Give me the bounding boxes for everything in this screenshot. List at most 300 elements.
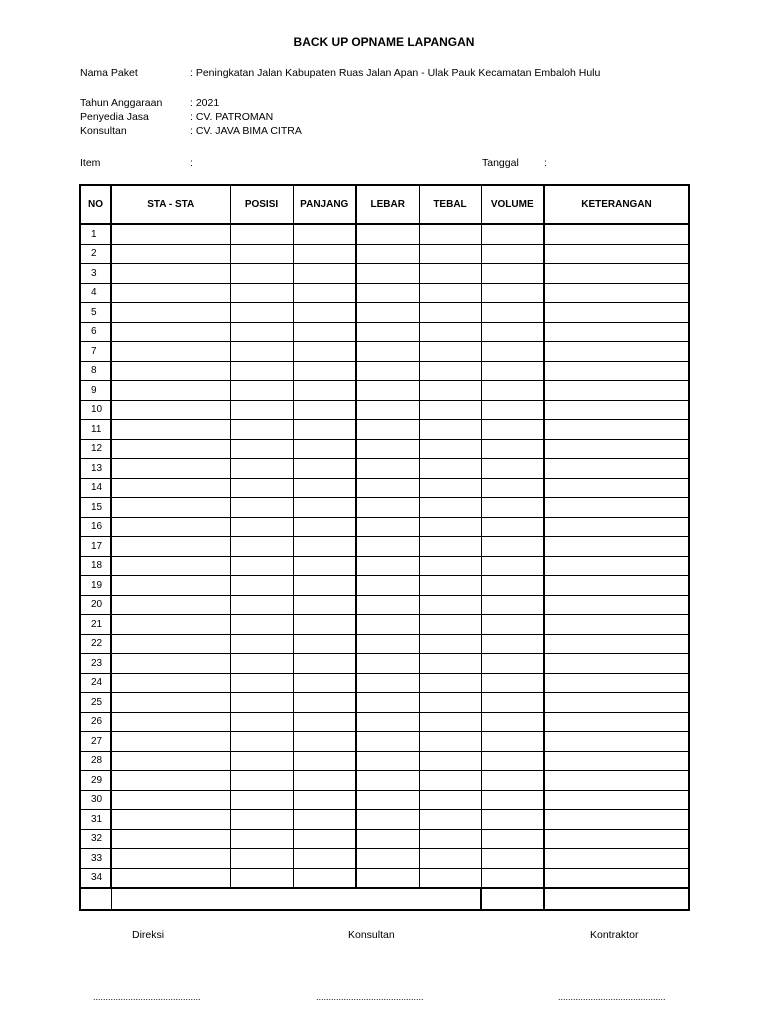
row-lebar-cell	[356, 420, 419, 440]
row-sta-cell	[111, 381, 230, 401]
row-volume-cell	[481, 771, 544, 791]
row-volume-cell	[481, 790, 544, 810]
total-keterangan-cell	[544, 888, 689, 910]
row-no-cell: 31	[80, 810, 111, 830]
table-row	[80, 224, 689, 244]
row-keterangan-cell	[544, 303, 689, 323]
table-row	[80, 400, 689, 420]
row-volume-cell	[481, 615, 544, 635]
row-sta-cell	[111, 498, 230, 518]
row-lebar-cell	[356, 244, 419, 264]
table-row	[80, 693, 689, 713]
row-panjang-cell	[293, 264, 356, 284]
row-keterangan-cell	[544, 400, 689, 420]
row-posisi-cell	[230, 381, 293, 401]
row-keterangan-cell	[544, 732, 689, 752]
row-tebal-cell	[419, 693, 481, 713]
row-posisi-cell	[230, 244, 293, 264]
table-row	[80, 829, 689, 849]
row-posisi-cell	[230, 790, 293, 810]
row-no-cell: 2	[80, 244, 111, 264]
row-panjang-cell	[293, 322, 356, 342]
row-volume-cell	[481, 283, 544, 303]
table-row	[80, 868, 689, 888]
row-sta-cell	[111, 439, 230, 459]
table-row	[80, 517, 689, 537]
row-no-cell: 21	[80, 615, 111, 635]
row-tebal-cell	[419, 478, 481, 498]
row-lebar-cell	[356, 576, 419, 596]
total-volume-cell	[481, 888, 544, 910]
row-no-cell: 16	[80, 517, 111, 537]
table-header-row	[80, 185, 689, 224]
table-row	[80, 556, 689, 576]
table-row	[80, 654, 689, 674]
row-volume-cell	[481, 420, 544, 440]
row-keterangan-cell	[544, 459, 689, 479]
row-panjang-cell	[293, 244, 356, 264]
row-lebar-cell	[356, 829, 419, 849]
signature-konsultan-line: ...........................................	[316, 992, 424, 1002]
row-keterangan-cell	[544, 595, 689, 615]
row-lebar-cell	[356, 361, 419, 381]
row-panjang-cell	[293, 654, 356, 674]
row-lebar-cell	[356, 400, 419, 420]
row-tebal-cell	[419, 439, 481, 459]
table-row	[80, 322, 689, 342]
row-tebal-cell	[419, 654, 481, 674]
row-tebal-cell	[419, 498, 481, 518]
row-panjang-cell	[293, 810, 356, 830]
row-volume-cell	[481, 849, 544, 869]
row-sta-cell	[111, 868, 230, 888]
row-posisi-cell	[230, 361, 293, 381]
row-posisi-cell	[230, 829, 293, 849]
row-sta-cell	[111, 459, 230, 479]
row-volume-cell	[481, 829, 544, 849]
row-keterangan-cell	[544, 342, 689, 362]
row-volume-cell	[481, 810, 544, 830]
row-posisi-cell	[230, 771, 293, 791]
row-panjang-cell	[293, 595, 356, 615]
table-row	[80, 439, 689, 459]
row-keterangan-cell	[544, 673, 689, 693]
row-panjang-cell	[293, 868, 356, 888]
row-posisi-cell	[230, 634, 293, 654]
row-no-cell: 29	[80, 771, 111, 791]
signature-konsultan-label: Konsultan	[348, 929, 395, 941]
row-keterangan-cell	[544, 361, 689, 381]
row-volume-cell	[481, 244, 544, 264]
table-row	[80, 498, 689, 518]
row-tebal-cell	[419, 732, 481, 752]
row-sta-cell	[111, 790, 230, 810]
row-no-cell: 17	[80, 537, 111, 557]
row-posisi-cell	[230, 712, 293, 732]
table-row	[80, 849, 689, 869]
row-volume-cell	[481, 595, 544, 615]
row-lebar-cell	[356, 283, 419, 303]
row-tebal-cell	[419, 283, 481, 303]
row-volume-cell	[481, 576, 544, 596]
row-tebal-cell	[419, 771, 481, 791]
row-posisi-cell	[230, 595, 293, 615]
signature-direksi-line: ...........................................	[93, 992, 201, 1002]
table-row	[80, 283, 689, 303]
row-posisi-cell	[230, 342, 293, 362]
row-lebar-cell	[356, 439, 419, 459]
row-no-cell: 15	[80, 498, 111, 518]
row-keterangan-cell	[544, 283, 689, 303]
row-panjang-cell	[293, 283, 356, 303]
konsultan-value: : CV. JAVA BIMA CITRA	[190, 125, 302, 137]
row-volume-cell	[481, 498, 544, 518]
item-label: Item	[80, 157, 101, 169]
row-keterangan-cell	[544, 849, 689, 869]
row-panjang-cell	[293, 478, 356, 498]
table-row	[80, 244, 689, 264]
row-posisi-cell	[230, 537, 293, 557]
row-panjang-cell	[293, 498, 356, 518]
table-row	[80, 771, 689, 791]
row-posisi-cell	[230, 322, 293, 342]
row-posisi-cell	[230, 556, 293, 576]
row-no-cell: 34	[80, 868, 111, 888]
row-lebar-cell	[356, 381, 419, 401]
row-posisi-cell	[230, 673, 293, 693]
header-panjang: PANJANG	[293, 185, 356, 224]
row-keterangan-cell	[544, 556, 689, 576]
row-lebar-cell	[356, 459, 419, 479]
row-tebal-cell	[419, 459, 481, 479]
row-volume-cell	[481, 693, 544, 713]
row-lebar-cell	[356, 810, 419, 830]
row-lebar-cell	[356, 673, 419, 693]
opname-table	[79, 184, 690, 911]
row-no-cell: 27	[80, 732, 111, 752]
row-no-cell: 18	[80, 556, 111, 576]
row-keterangan-cell	[544, 264, 689, 284]
row-volume-cell	[481, 751, 544, 771]
row-no-cell: 30	[80, 790, 111, 810]
row-posisi-cell	[230, 517, 293, 537]
row-volume-cell	[481, 361, 544, 381]
row-keterangan-cell	[544, 478, 689, 498]
row-panjang-cell	[293, 303, 356, 323]
table-body	[80, 224, 689, 910]
row-posisi-cell	[230, 615, 293, 635]
row-sta-cell	[111, 400, 230, 420]
row-volume-cell	[481, 381, 544, 401]
row-panjang-cell	[293, 829, 356, 849]
item-value: :	[190, 157, 193, 169]
row-posisi-cell	[230, 654, 293, 674]
tanggal-value: :	[544, 157, 547, 169]
row-tebal-cell	[419, 810, 481, 830]
row-keterangan-cell	[544, 381, 689, 401]
row-keterangan-cell	[544, 634, 689, 654]
row-sta-cell	[111, 537, 230, 557]
row-posisi-cell	[230, 732, 293, 752]
row-lebar-cell	[356, 712, 419, 732]
signature-direksi-label: Direksi	[132, 929, 165, 941]
nama-paket-value: : Peningkatan Jalan Kabupaten Ruas Jalan Apan - Ulak Pauk Kecamatan Embaloh Hulu	[190, 67, 601, 79]
row-lebar-cell	[356, 322, 419, 342]
row-tebal-cell	[419, 751, 481, 771]
row-lebar-cell	[356, 615, 419, 635]
signature-kontraktor-line: ...........................................	[558, 992, 666, 1002]
table-row	[80, 790, 689, 810]
row-panjang-cell	[293, 381, 356, 401]
row-lebar-cell	[356, 537, 419, 557]
row-sta-cell	[111, 810, 230, 830]
row-volume-cell	[481, 303, 544, 323]
row-lebar-cell	[356, 654, 419, 674]
row-posisi-cell	[230, 400, 293, 420]
row-panjang-cell	[293, 849, 356, 869]
table-row	[80, 634, 689, 654]
table-row	[80, 595, 689, 615]
row-sta-cell	[111, 556, 230, 576]
row-sta-cell	[111, 224, 230, 244]
row-panjang-cell	[293, 693, 356, 713]
table-row	[80, 810, 689, 830]
table-row	[80, 342, 689, 362]
row-lebar-cell	[356, 478, 419, 498]
nama-paket-label: Nama Paket	[80, 67, 138, 79]
row-no-cell: 6	[80, 322, 111, 342]
row-keterangan-cell	[544, 654, 689, 674]
row-posisi-cell	[230, 576, 293, 596]
header-keterangan: KETERANGAN	[544, 185, 689, 224]
total-no-cell	[80, 888, 111, 910]
row-panjang-cell	[293, 732, 356, 752]
row-volume-cell	[481, 478, 544, 498]
row-tebal-cell	[419, 595, 481, 615]
row-sta-cell	[111, 303, 230, 323]
row-lebar-cell	[356, 303, 419, 323]
row-keterangan-cell	[544, 693, 689, 713]
row-panjang-cell	[293, 361, 356, 381]
row-sta-cell	[111, 420, 230, 440]
row-volume-cell	[481, 673, 544, 693]
row-lebar-cell	[356, 264, 419, 284]
row-sta-cell	[111, 751, 230, 771]
row-volume-cell	[481, 400, 544, 420]
row-panjang-cell	[293, 751, 356, 771]
row-no-cell: 14	[80, 478, 111, 498]
row-lebar-cell	[356, 849, 419, 869]
table-row	[80, 381, 689, 401]
row-volume-cell	[481, 322, 544, 342]
row-no-cell: 5	[80, 303, 111, 323]
table-row	[80, 303, 689, 323]
row-lebar-cell	[356, 498, 419, 518]
row-volume-cell	[481, 224, 544, 244]
row-no-cell: 4	[80, 283, 111, 303]
row-no-cell: 32	[80, 829, 111, 849]
row-panjang-cell	[293, 224, 356, 244]
row-sta-cell	[111, 712, 230, 732]
row-panjang-cell	[293, 439, 356, 459]
row-panjang-cell	[293, 459, 356, 479]
konsultan-label: Konsultan	[80, 125, 127, 137]
row-lebar-cell	[356, 556, 419, 576]
row-panjang-cell	[293, 790, 356, 810]
row-posisi-cell	[230, 303, 293, 323]
row-no-cell: 19	[80, 576, 111, 596]
row-no-cell: 8	[80, 361, 111, 381]
row-tebal-cell	[419, 537, 481, 557]
row-sta-cell	[111, 244, 230, 264]
row-lebar-cell	[356, 595, 419, 615]
row-keterangan-cell	[544, 751, 689, 771]
table-row	[80, 712, 689, 732]
row-sta-cell	[111, 264, 230, 284]
row-panjang-cell	[293, 420, 356, 440]
row-posisi-cell	[230, 498, 293, 518]
header-no: NO	[80, 185, 111, 224]
row-no-cell: 28	[80, 751, 111, 771]
row-tebal-cell	[419, 420, 481, 440]
tahun-anggaran-label: Tahun Anggaraan	[80, 97, 163, 109]
row-keterangan-cell	[544, 420, 689, 440]
row-keterangan-cell	[544, 790, 689, 810]
penyedia-jasa-label: Penyedia Jasa	[80, 111, 149, 123]
row-sta-cell	[111, 673, 230, 693]
table-row	[80, 478, 689, 498]
row-tebal-cell	[419, 790, 481, 810]
tanggal-label: Tanggal	[482, 157, 519, 169]
row-sta-cell	[111, 693, 230, 713]
row-sta-cell	[111, 849, 230, 869]
row-posisi-cell	[230, 478, 293, 498]
row-no-cell: 13	[80, 459, 111, 479]
header-lebar: LEBAR	[356, 185, 419, 224]
row-volume-cell	[481, 712, 544, 732]
row-keterangan-cell	[544, 868, 689, 888]
row-panjang-cell	[293, 771, 356, 791]
row-sta-cell	[111, 322, 230, 342]
row-panjang-cell	[293, 400, 356, 420]
row-lebar-cell	[356, 771, 419, 791]
row-lebar-cell	[356, 634, 419, 654]
row-keterangan-cell	[544, 517, 689, 537]
row-tebal-cell	[419, 224, 481, 244]
row-tebal-cell	[419, 712, 481, 732]
row-no-cell: 12	[80, 439, 111, 459]
row-posisi-cell	[230, 439, 293, 459]
row-tebal-cell	[419, 400, 481, 420]
header-posisi: POSISI	[230, 185, 293, 224]
row-lebar-cell	[356, 868, 419, 888]
row-volume-cell	[481, 342, 544, 362]
document-title: BACK UP OPNAME LAPANGAN	[293, 35, 475, 49]
header-tebal: TEBAL	[419, 185, 481, 224]
row-sta-cell	[111, 634, 230, 654]
row-tebal-cell	[419, 264, 481, 284]
row-sta-cell	[111, 283, 230, 303]
row-volume-cell	[481, 634, 544, 654]
row-sta-cell	[111, 771, 230, 791]
row-posisi-cell	[230, 849, 293, 869]
row-posisi-cell	[230, 264, 293, 284]
row-panjang-cell	[293, 615, 356, 635]
row-panjang-cell	[293, 517, 356, 537]
row-sta-cell	[111, 654, 230, 674]
row-panjang-cell	[293, 712, 356, 732]
row-no-cell: 9	[80, 381, 111, 401]
row-sta-cell	[111, 342, 230, 362]
row-keterangan-cell	[544, 810, 689, 830]
row-panjang-cell	[293, 673, 356, 693]
row-panjang-cell	[293, 556, 356, 576]
row-lebar-cell	[356, 342, 419, 362]
row-no-cell: 11	[80, 420, 111, 440]
row-no-cell: 20	[80, 595, 111, 615]
row-keterangan-cell	[544, 498, 689, 518]
header-sta: STA - STA	[111, 185, 230, 224]
row-no-cell: 22	[80, 634, 111, 654]
row-no-cell: 25	[80, 693, 111, 713]
table-row	[80, 576, 689, 596]
table-row	[80, 615, 689, 635]
table-row	[80, 732, 689, 752]
table-row	[80, 459, 689, 479]
header-volume: VOLUME	[481, 185, 544, 224]
row-lebar-cell	[356, 732, 419, 752]
penyedia-jasa-value: : CV. PATROMAN	[190, 111, 274, 123]
row-lebar-cell	[356, 693, 419, 713]
table-row	[80, 420, 689, 440]
row-no-cell: 33	[80, 849, 111, 869]
row-tebal-cell	[419, 634, 481, 654]
table-row	[80, 751, 689, 771]
row-tebal-cell	[419, 673, 481, 693]
total-span-cell	[111, 888, 481, 910]
row-lebar-cell	[356, 224, 419, 244]
row-no-cell: 1	[80, 224, 111, 244]
row-sta-cell	[111, 478, 230, 498]
row-tebal-cell	[419, 868, 481, 888]
table-total-row	[80, 888, 689, 910]
row-volume-cell	[481, 556, 544, 576]
row-no-cell: 26	[80, 712, 111, 732]
row-sta-cell	[111, 361, 230, 381]
row-posisi-cell	[230, 810, 293, 830]
row-keterangan-cell	[544, 576, 689, 596]
row-tebal-cell	[419, 361, 481, 381]
row-tebal-cell	[419, 322, 481, 342]
row-panjang-cell	[293, 576, 356, 596]
row-tebal-cell	[419, 517, 481, 537]
row-volume-cell	[481, 517, 544, 537]
row-sta-cell	[111, 732, 230, 752]
row-sta-cell	[111, 517, 230, 537]
row-tebal-cell	[419, 342, 481, 362]
row-sta-cell	[111, 595, 230, 615]
row-no-cell: 10	[80, 400, 111, 420]
row-tebal-cell	[419, 576, 481, 596]
row-keterangan-cell	[544, 712, 689, 732]
row-volume-cell	[481, 732, 544, 752]
row-lebar-cell	[356, 517, 419, 537]
row-posisi-cell	[230, 224, 293, 244]
row-lebar-cell	[356, 751, 419, 771]
row-volume-cell	[481, 537, 544, 557]
row-tebal-cell	[419, 244, 481, 264]
row-tebal-cell	[419, 849, 481, 869]
